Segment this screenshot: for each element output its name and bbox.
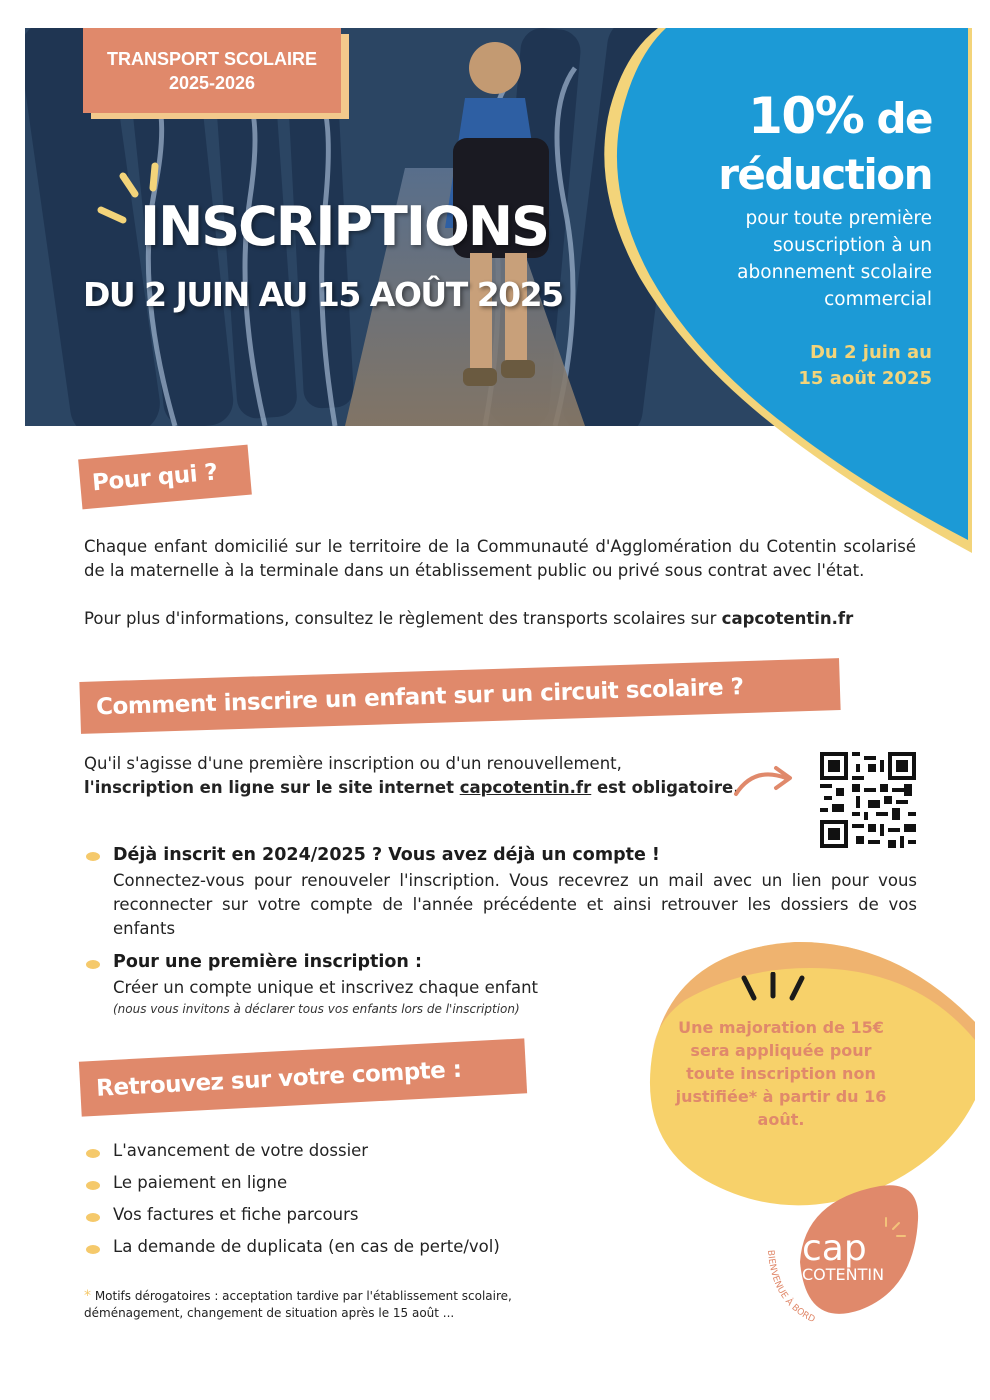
promo-dates xyxy=(798,340,932,392)
promo-date-line2: 15 août 2025 xyxy=(798,368,932,389)
bullet-new-text: Créer un compte unique et inscrivez chaque enfant xyxy=(113,978,539,997)
how-intro-line2 xyxy=(84,776,764,800)
who-info-prefix: Pour plus d'informations, consultez le règlement des transports scolaires sur xyxy=(84,609,722,628)
bullet-icon xyxy=(86,960,100,969)
capcotentin-link[interactable]: capcotentin.fr xyxy=(721,609,854,628)
arrow-icon xyxy=(730,760,802,800)
capcotentin-link-2[interactable]: capcotentin.fr xyxy=(459,778,592,797)
footnote-star: * xyxy=(84,1288,91,1304)
hero-dates: DU 2 JUIN AU 15 AOÛT 2025 xyxy=(83,275,563,314)
heading-who xyxy=(78,445,252,510)
who-paragraph: Chaque enfant domicilié sur le territoire de la Communauté d'Agglomération du Cotentin scolarisé de la maternelle à la terminale dans un établissement public ou privé sous contrat avec l'état. xyxy=(84,537,916,580)
heading-who-text: Pour qui ? xyxy=(91,459,219,497)
bullet-icon xyxy=(86,852,100,861)
how-intro-prefix: l'inscription en ligne sur le site internet xyxy=(84,778,460,797)
logo-tagline-path: BIENVENUE À BORD xyxy=(764,1249,817,1326)
heading-account xyxy=(79,1038,527,1116)
late-fee-warning: Une majoration de 15€ sera appliquée pour toute inscription non justifiée* à partir du 16 août. xyxy=(675,1018,887,1129)
footnote-text: Motifs dérogatoires : acceptation tardive par l'établissement scolaire, déménagement, changement de situation après le 15 août ... xyxy=(84,1289,512,1320)
account-item: Vos factures et fiche parcours xyxy=(113,1205,359,1224)
footnote xyxy=(84,1288,554,1322)
bullet-new-title: Pour une première inscription : xyxy=(113,952,422,972)
bullet-icon xyxy=(86,1245,100,1254)
how-intro-line1: Qu'il s'agisse d'une première inscription ou d'un renouvellement, xyxy=(84,754,622,773)
who-info xyxy=(84,607,916,631)
heading-how-text: Comment inscrire un enfant sur un circuit scolaire ? xyxy=(95,674,744,721)
hero-title: INSCRIPTIONS xyxy=(140,195,548,258)
bullet-icon xyxy=(86,1213,100,1222)
bullet-existing-title: Déjà inscrit en 2024/2025 ? Vous avez déjà un compte ! xyxy=(113,845,660,865)
bullet-existing-text: Connectez-vous pour renouveler l'inscription. Vous recevrez un mail avec un lien pour vous reconnecter sur votre compte de l'année précédente et ainsi retrouver les dossiers de vos enfants xyxy=(113,871,917,938)
promo-reduction: réduction xyxy=(718,150,932,199)
bullet-icon xyxy=(86,1181,100,1190)
bullet-icon xyxy=(86,1149,100,1158)
qr-code[interactable] xyxy=(820,752,916,848)
promo-date-line1: Du 2 juin au xyxy=(809,342,932,363)
promo-headline xyxy=(718,88,932,203)
sparkle-icon xyxy=(738,972,808,1006)
account-item: L'avancement de votre dossier xyxy=(113,1141,369,1160)
how-intro xyxy=(84,752,764,800)
badge-line2: 2025-2026 xyxy=(168,72,256,93)
promo-number: 10% xyxy=(748,87,864,145)
heading-how xyxy=(79,658,840,734)
logo-word-cap: cap xyxy=(802,1228,867,1269)
account-item: La demande de duplicata (en cas de perte/vol) xyxy=(113,1237,500,1256)
cap-cotentin-logo xyxy=(750,1180,930,1340)
account-item: Le paiement en ligne xyxy=(113,1173,288,1192)
promo-word-de: de xyxy=(863,94,932,143)
school-year-badge xyxy=(83,28,341,113)
heading-account-text: Retrouvez sur votre compte : xyxy=(95,1056,463,1102)
logo-word-cotentin: COTENTIN xyxy=(802,1265,885,1284)
badge-line1: TRANSPORT SCOLAIRE xyxy=(106,48,317,69)
bullet-new-note: (nous vous invitons à déclarer tous vos enfants lors de l'inscription) xyxy=(113,1002,520,1016)
how-intro-suffix: est obligatoire. xyxy=(591,778,740,797)
promo-subtitle: pour toute première souscription à un abonnement scolaire commercial xyxy=(737,208,932,310)
